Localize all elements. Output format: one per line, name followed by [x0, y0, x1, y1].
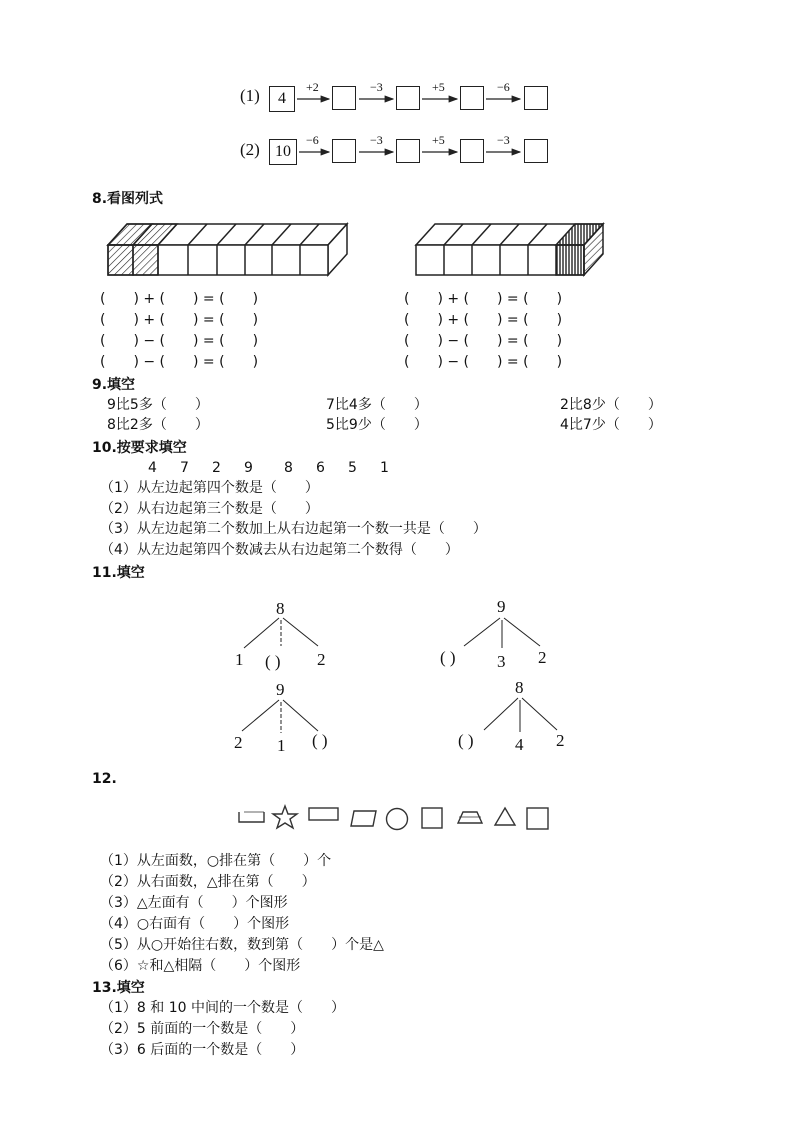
q8-heading: 8.看图列式: [92, 191, 164, 207]
equation-row: ( ) + ( ) = ( ): [100, 312, 259, 328]
rectangle-icon: [309, 808, 338, 820]
tree-leaf: 2: [317, 650, 326, 669]
equation-row: ( ) + ( ) = ( ): [404, 291, 563, 307]
q9-item: 4比7少（ ）: [560, 417, 662, 433]
number-bond-trees: [0, 590, 794, 760]
tree-leaf: 3: [497, 652, 506, 671]
answer-box[interactable]: [332, 139, 356, 163]
q12-line: （6）☆和△相隔（ ）个图形: [100, 958, 301, 974]
shape-row: [230, 800, 560, 836]
tree-leaf: ( ): [458, 731, 474, 750]
q12-heading: 12.: [92, 771, 117, 787]
answer-box[interactable]: [524, 86, 548, 110]
q10-line: （2）从右边起第三个数是（ ）: [100, 501, 319, 517]
op-label: −3: [497, 133, 510, 147]
q9-item: 2比8少（ ）: [560, 397, 662, 413]
q10-line: （4）从左边起第四个数减去从右边起第二个数得（ ）: [100, 542, 459, 558]
tree-leaf: ( ): [440, 648, 456, 667]
equation-row: ( ) − ( ) = ( ): [404, 354, 563, 370]
tree-leaf: 2: [538, 648, 547, 667]
q11-heading: 11.填空: [92, 565, 145, 581]
q12-line: （1）从左面数，○排在第（ ）个: [100, 853, 332, 869]
open-rectangle-icon: [239, 812, 264, 822]
equation-row: ( ) − ( ) = ( ): [100, 354, 259, 370]
tree-top: 8: [515, 678, 524, 697]
q12-line: （5）从○开始往右数，数到第（ ）个是△: [100, 937, 384, 953]
q13-line: （3）6 后面的一个数是（ ）: [100, 1042, 305, 1058]
square-icon: [422, 808, 442, 828]
chain-start-box: 4: [269, 86, 295, 112]
q9-item: 5比9少（ ）: [326, 417, 428, 433]
answer-box[interactable]: [396, 139, 420, 163]
left-cube-row: [108, 224, 347, 275]
chain-label: (2): [240, 140, 260, 159]
tree-top: 8: [276, 599, 285, 618]
q13-line: （2）5 前面的一个数是（ ）: [100, 1021, 305, 1037]
tree-leaf: ( ): [312, 731, 328, 750]
tree-leaf: 1: [235, 650, 244, 669]
op-label: −3: [370, 80, 383, 94]
square-icon: [527, 808, 548, 829]
cube-rows-figure: [100, 218, 620, 282]
tree-leaf: 4: [515, 735, 524, 754]
q9-item: 8比2多（ ）: [107, 417, 209, 433]
sequence-number: 6: [316, 460, 325, 476]
sequence-number: 4: [148, 460, 157, 476]
op-label: −3: [370, 133, 383, 147]
trapezoid-icon: [458, 812, 482, 823]
op-label: −6: [306, 133, 319, 147]
answer-box[interactable]: [524, 139, 548, 163]
sequence-number: 7: [180, 460, 189, 476]
tree-top: 9: [276, 680, 285, 699]
sequence-number: 5: [348, 460, 357, 476]
sequence-number: 9: [244, 460, 253, 476]
chain-start-box: 10: [269, 139, 297, 165]
op-label: +2: [306, 80, 319, 94]
q10-line: （1）从左边起第四个数是（ ）: [100, 480, 319, 496]
tree-leaf: 1: [277, 736, 286, 755]
q10-heading: 10.按要求填空: [92, 440, 187, 456]
sequence-number: 2: [212, 460, 221, 476]
q12-line: （2）从右面数，△排在第（ ）: [100, 874, 316, 890]
sequence-number: 8: [284, 460, 293, 476]
answer-box[interactable]: [396, 86, 420, 110]
circle-icon: [387, 809, 408, 830]
right-cube-row: [416, 224, 603, 275]
star-icon: [273, 806, 297, 828]
sequence-number: 1: [380, 460, 389, 476]
answer-box[interactable]: [460, 86, 484, 110]
op-label: +5: [432, 80, 445, 94]
answer-box[interactable]: [460, 139, 484, 163]
q13-heading: 13.填空: [92, 980, 145, 996]
op-label: +5: [432, 133, 445, 147]
tree-leaf: 2: [556, 731, 565, 750]
equation-row: ( ) + ( ) = ( ): [404, 312, 563, 328]
q12-line: （4）○右面有（ ）个图形: [100, 916, 290, 932]
chain-label: (1): [240, 86, 260, 105]
q9-item: 9比5多（ ）: [107, 397, 209, 413]
equation-row: ( ) + ( ) = ( ): [100, 291, 259, 307]
q12-line: （3）△左面有（ ）个图形: [100, 895, 288, 911]
op-label: −6: [497, 80, 510, 94]
tree-leaf: ( ): [265, 652, 281, 671]
tree-top: 9: [497, 597, 506, 616]
q13-line: （1）8 和 10 中间的一个数是（ ）: [100, 1000, 345, 1016]
q9-item: 7比4多（ ）: [326, 397, 428, 413]
answer-box[interactable]: [332, 86, 356, 110]
equation-row: ( ) − ( ) = ( ): [100, 333, 259, 349]
equation-row: ( ) − ( ) = ( ): [404, 333, 563, 349]
q9-heading: 9.填空: [92, 377, 136, 393]
parallelogram-icon: [351, 811, 376, 826]
q10-line: （3）从左边起第二个数加上从右边起第一个数一共是（ ）: [100, 521, 487, 537]
triangle-icon: [495, 808, 515, 825]
tree-leaf: 2: [234, 733, 243, 752]
